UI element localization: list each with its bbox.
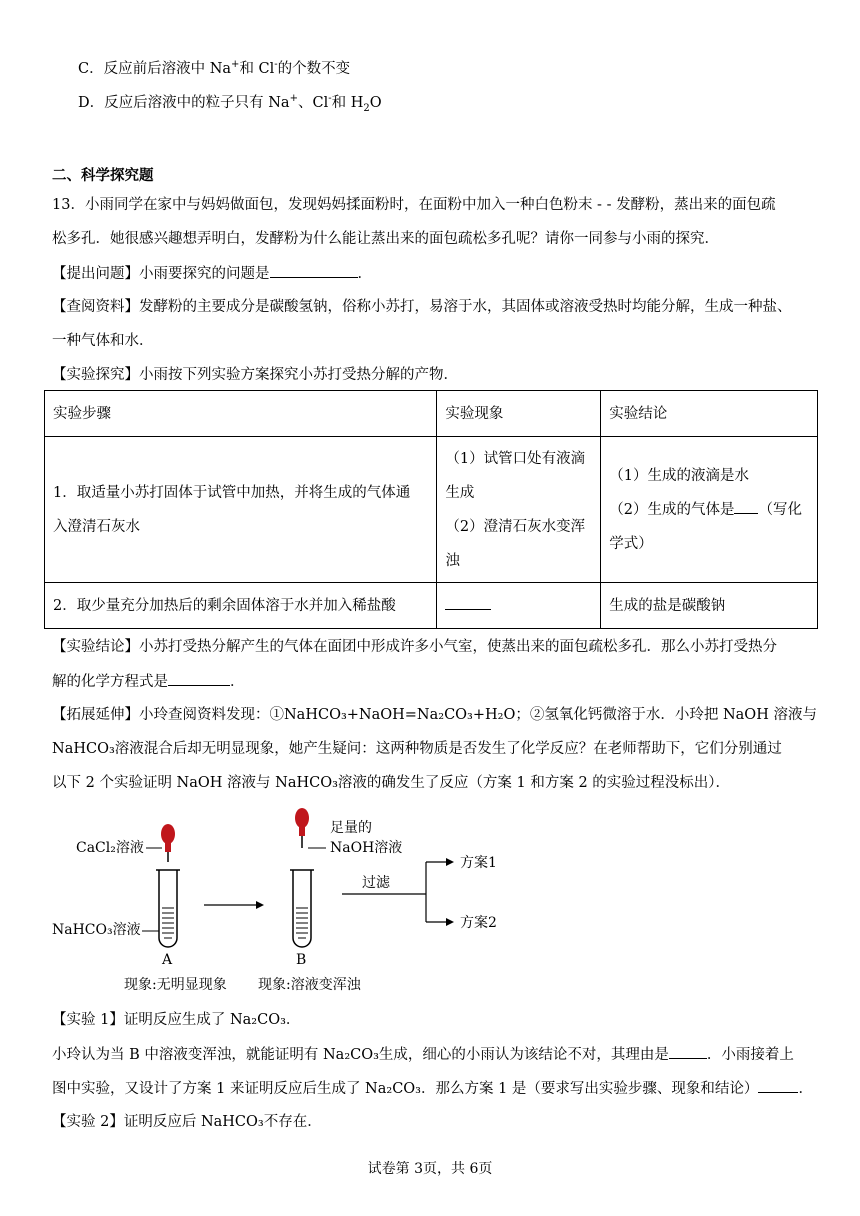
info-label: 【查阅资料】 (52, 299, 139, 315)
option-d-suffix: O (369, 95, 382, 111)
cacl2-label: CaCl₂溶液 (76, 840, 144, 856)
naoh-label-1: 足量的 (330, 820, 372, 836)
option-c-mid: 和 Cl (239, 61, 275, 77)
table-cell-phenomenon (437, 437, 601, 583)
answer-blank[interactable] (168, 671, 230, 686)
exp1-para-text: ．小雨接着上 (706, 1047, 794, 1063)
phen-line: （1）试管口处有液滴 (445, 450, 586, 467)
tube-b-label: B (296, 952, 307, 968)
exp1-heading (52, 1010, 300, 1030)
exp1-para-text: 小玲认为当 B 中溶液变浑浊，就能证明有 Na₂CO₃生成，细心的小雨认为该结论不对，其理由是 (52, 1047, 669, 1063)
dropper-a (161, 824, 175, 862)
phenomenon-a: 现象:无明显现象 (124, 977, 227, 993)
info-text: 发酵粉的主要成分是碳酸氢钠，俗称小苏打，易溶于水，其固体或溶液受热时均能分解，生成一种盐、 (139, 299, 792, 315)
experiment-figure (40, 804, 520, 1000)
conclusion-paragraph-line-1 (52, 637, 777, 657)
extend-paragraph-line-2: NaHCO₃溶液混合后却无明显现象，她产生疑问：这两种物质是否发生了化学反应？在老师帮助下，它们分别通过 (52, 741, 782, 757)
exp1-label: 【实验 1】 (52, 1012, 124, 1028)
option-c-suffix: 的个数不变 (277, 61, 351, 77)
exp1-para-text: ． (798, 1081, 813, 1097)
exp2-text: 证明反应后 NaHCO₃不存在． (123, 1114, 322, 1130)
explore-label: 【实验探究】 (52, 367, 139, 383)
plan-2-label: 方案2 (460, 915, 497, 931)
concl-line: 学式） (609, 535, 653, 552)
conclusion-paragraph-line-2 (52, 671, 245, 692)
extend-label: 【拓展延伸】 (52, 707, 139, 723)
subscript: 2 (363, 102, 370, 114)
concl-text: （2）生成的气体是 (609, 501, 735, 518)
answer-blank[interactable] (445, 595, 491, 610)
table-row (45, 583, 818, 629)
table-header: 实验步骤 (45, 391, 437, 437)
arrow-right-icon (204, 901, 264, 909)
exp1-text: 证明反应生成了 Na₂CO₃． (123, 1012, 301, 1028)
info-paragraph-line-2: 一种气体和水． (52, 333, 154, 349)
answer-blank[interactable] (669, 1044, 707, 1059)
tube-a-label: A (162, 952, 173, 968)
table-row (45, 437, 818, 583)
filter-label: 过滤 (362, 875, 390, 891)
table-cell-step: 2．取少量充分加热后的剩余固体溶于水并加入稀盐酸 (45, 583, 437, 629)
option-d-mid2: 和 H (331, 95, 364, 111)
superscript: + (231, 59, 240, 71)
option-d-text: D．反应后溶液中的粒子只有 Na (78, 95, 290, 111)
conclusion-text: 小苏打受热分解产生的气体在面团中形成许多小气室，使蒸出来的面包疏松多孔．那么小苏打受热分 (139, 639, 777, 655)
extend-paragraph-line-1 (52, 705, 817, 725)
table-cell-step (45, 437, 437, 583)
exp2-heading (52, 1112, 322, 1132)
naoh-label-2: NaOH溶液 (330, 840, 403, 856)
dropper-b (295, 808, 309, 848)
question-end: ． (357, 266, 372, 282)
extend-text: 小玲查阅资料发现：①NaHCO₃+NaOH=Na₂CO₃+H₂O；②氢氧化钙微溶于水．小玲把 NaOH 溶液与 (139, 707, 817, 723)
table-header: 实验结论 (601, 391, 818, 437)
table-cell-phenomenon (437, 583, 601, 629)
option-d (78, 93, 382, 113)
q13-intro-line-2: 松多孔．她很感兴趣想弄明白，发酵粉为什么能让蒸出来的面包疏松多孔呢？请你一同参与小雨的探究． (52, 231, 719, 247)
extend-paragraph-line-3: 以下 2 个实验证明 NaOH 溶液与 NaHCO₃溶液的确发生了反应（方案 1 和方案 2 的实验过程没标出）． (52, 775, 731, 791)
option-c-text: C．反应前后溶液中 Na (78, 61, 232, 77)
answer-blank[interactable] (758, 1078, 798, 1093)
question-paragraph (52, 263, 372, 284)
nahco3-label: NaHCO₃溶液 (52, 922, 141, 938)
table-cell-conclusion (601, 437, 818, 583)
superscript: + (289, 93, 298, 105)
option-c (78, 59, 350, 79)
superscript: - (274, 59, 278, 71)
explore-text: 小雨按下列实验方案探究小苏打受热分解的产物． (139, 367, 458, 383)
page-footer: 试卷第 3页，共 6页 (367, 1161, 493, 1177)
table-cell-conclusion: 生成的盐是碳酸钠 (601, 583, 818, 629)
answer-blank[interactable] (270, 263, 358, 278)
answer-blank[interactable] (734, 499, 758, 514)
phen-line: （2）澄清石灰水变浑 (445, 518, 586, 535)
test-tube-b (290, 870, 314, 947)
concl-text: （写化 (758, 501, 802, 518)
table-header: 实验现象 (437, 391, 601, 437)
question-label: 【提出问题】 (52, 266, 139, 282)
arrow-right-icon (426, 858, 454, 866)
phen-line: 生成 (445, 484, 475, 501)
phenomenon-b: 现象:溶液变浑浊 (258, 977, 361, 993)
test-tube-a (156, 870, 180, 947)
info-paragraph-line-1 (52, 297, 792, 317)
q13-intro-line-1: 13．小雨同学在家中与妈妈做面包，发现妈妈揉面粉时，在面粉中加入一种白色粉末 - - 发酵粉，蒸出来的面包疏 (52, 197, 776, 213)
question-text: 小雨要探究的问题是 (139, 266, 270, 282)
phen-line: 浊 (445, 552, 460, 569)
exp1-para-text: 图中实验，又设计了方案 1 来证明反应后生成了 Na₂CO₃．那么方案 1 是（要求写出实验步骤、现象和结论） (52, 1081, 759, 1097)
table-header-row (45, 391, 818, 437)
section-title: 二、科学探究题 (52, 167, 154, 184)
exp1-paragraph-line-2 (52, 1078, 813, 1099)
conclusion-end: ． (230, 674, 245, 690)
exp1-paragraph-line-1 (52, 1044, 794, 1065)
conclusion-label: 【实验结论】 (52, 639, 139, 655)
arrow-right-icon (426, 918, 454, 926)
concl-line (609, 493, 809, 527)
plan-1-label: 方案1 (460, 855, 497, 871)
step-line: 1．取适量小苏打固体于试管中加热，并将生成的气体通 (53, 484, 411, 501)
option-d-mid: 、Cl (297, 95, 329, 111)
step-line: 入澄清石灰水 (53, 518, 140, 535)
experiment-table (44, 390, 818, 629)
explore-paragraph (52, 365, 458, 385)
conclusion-text: 解的化学方程式是 (52, 674, 168, 690)
concl-line: （1）生成的液滴是水 (609, 467, 749, 484)
superscript: - (328, 93, 332, 105)
exp2-label: 【实验 2】 (52, 1114, 124, 1130)
